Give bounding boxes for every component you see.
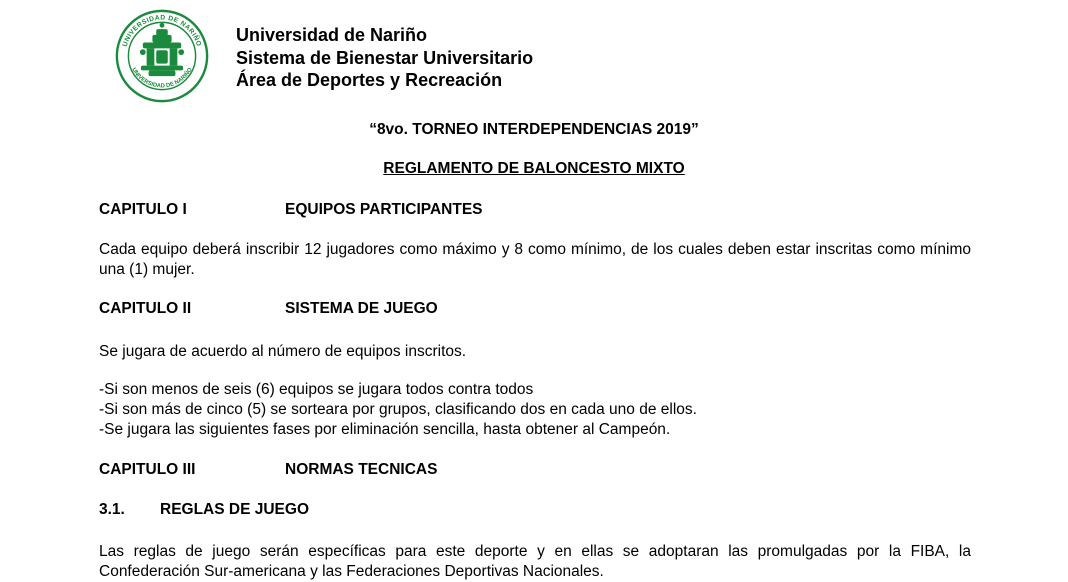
section-3-1-title: REGLAS DE JUEGO xyxy=(160,501,309,518)
institution-name: Universidad de Nariño xyxy=(236,25,428,45)
university-seal-logo xyxy=(114,8,210,104)
chapter-2-paragraph: Se jugara de acuerdo al número de equipos inscritos. xyxy=(99,343,467,360)
chapter-1-paragraph: Cada equipo deberá inscribir 12 jugadores como máximo y 8 como mínimo, de los cuales deben estar inscritas como mínimo una (1) mujer. xyxy=(99,241,971,278)
chapter-3-number: CAPITULO III xyxy=(99,461,196,478)
chapter-1-title: EQUIPOS PARTICIPANTES xyxy=(285,201,483,218)
institution-area: Área de Deportes y Recreación xyxy=(236,70,503,90)
regulation-title: REGLAMENTO DE BALONCESTO MIXTO xyxy=(383,160,685,177)
chapter-2-number: CAPITULO II xyxy=(99,300,192,317)
institution-system: Sistema de Bienestar Universitario xyxy=(236,47,534,68)
chapter-1-heading xyxy=(99,201,483,219)
seal-emblem-icon xyxy=(140,23,184,76)
tournament-title: “8vo. TORNEO INTERDEPENDENCIAS 2019” xyxy=(369,121,699,138)
section-3-1-paragraph: Las reglas de juego serán específicas para este deporte y en ellas se adoptaran las promulgadas por la FIBA, la Confederación Sur-americana y las Federaciones Deportivas Nacionales. xyxy=(99,543,971,580)
chapter-2-list xyxy=(99,380,971,440)
seal-ring-text-top: UNIVERSIDAD DE NARIÑO xyxy=(121,14,203,48)
list-item: -Se jugara las siguientes fases por eliminación sencilla, hasta obtener al Campeón. xyxy=(99,421,671,438)
chapter-1-number: CAPITULO I xyxy=(99,201,187,218)
institution-header xyxy=(236,24,533,92)
list-item: -Si son menos de seis (6) equipos se jugara todos contra todos xyxy=(99,381,534,398)
chapter-2-heading xyxy=(99,300,438,318)
chapter-3-heading xyxy=(99,461,438,479)
section-3-1-heading xyxy=(99,501,309,519)
chapter-3-title: NORMAS TECNICAS xyxy=(285,461,438,478)
chapter-2-title: SISTEMA DE JUEGO xyxy=(285,300,438,317)
seal-ring-text-bottom: UNIVERSIDAD DE NARIÑO xyxy=(130,66,194,90)
list-item: -Si son más de cinco (5) se sorteara por grupos, clasificando dos en cada uno de ellos. xyxy=(99,401,697,418)
section-3-1-number: 3.1. xyxy=(99,501,125,518)
